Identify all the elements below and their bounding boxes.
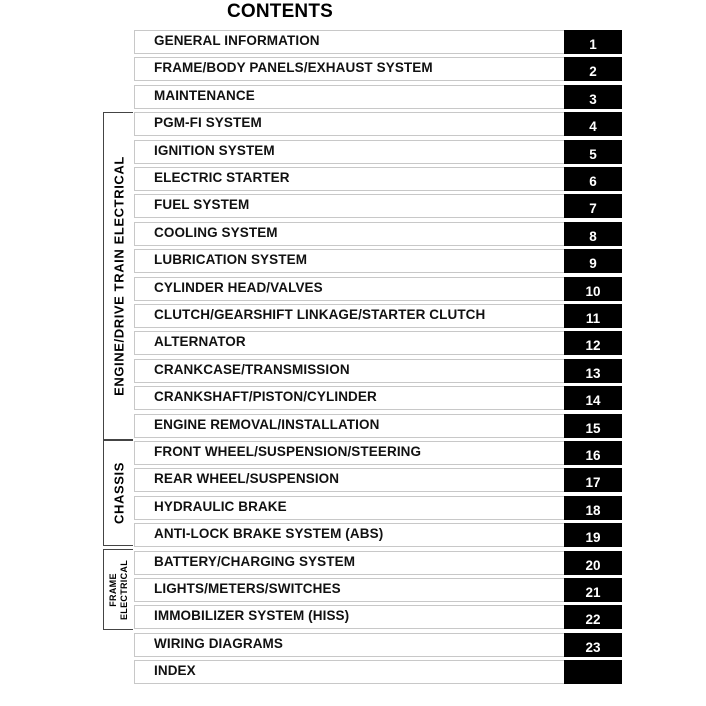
section-label-electrical: ELECTRICAL bbox=[118, 559, 129, 620]
section-title[interactable]: IMMOBILIZER SYSTEM (HISS) bbox=[154, 608, 350, 623]
contents-row[interactable] bbox=[134, 304, 622, 328]
section-title[interactable]: COOLING SYSTEM bbox=[154, 225, 278, 240]
section-title[interactable]: MAINTENANCE bbox=[154, 88, 255, 103]
contents-row[interactable] bbox=[134, 331, 622, 355]
contents-row[interactable] bbox=[134, 468, 622, 492]
section-number-tab[interactable]: 15 bbox=[564, 414, 622, 438]
contents-row[interactable] bbox=[134, 140, 622, 164]
section-title[interactable]: LUBRICATION SYSTEM bbox=[154, 252, 308, 267]
section-number-tab[interactable]: 7 bbox=[564, 194, 622, 218]
section-number-tab[interactable]: 20 bbox=[564, 551, 622, 575]
contents-row[interactable] bbox=[134, 386, 622, 410]
row-cell bbox=[134, 359, 564, 383]
contents-row[interactable] bbox=[134, 496, 622, 520]
row-cell bbox=[134, 331, 564, 355]
row-cell bbox=[134, 496, 564, 520]
contents-row[interactable] bbox=[134, 194, 622, 218]
section-title[interactable]: IGNITION SYSTEM bbox=[154, 143, 275, 158]
section-title[interactable]: ELECTRIC STARTER bbox=[154, 170, 290, 185]
row-cell bbox=[134, 578, 564, 602]
section-title[interactable]: HYDRAULIC BRAKE bbox=[154, 499, 287, 514]
section-number-tab[interactable]: 3 bbox=[564, 85, 622, 109]
section-title[interactable]: BATTERY/CHARGING SYSTEM bbox=[154, 554, 356, 569]
section-title[interactable]: FUEL SYSTEM bbox=[154, 197, 250, 212]
section-number-tab[interactable] bbox=[564, 660, 622, 684]
row-cell bbox=[134, 441, 564, 465]
row-cell bbox=[134, 660, 564, 684]
row-cell bbox=[134, 167, 564, 191]
section-number-tab[interactable]: 4 bbox=[564, 112, 622, 136]
row-cell bbox=[134, 277, 564, 301]
row-cell bbox=[134, 249, 564, 273]
row-cell bbox=[134, 468, 564, 492]
section-label-chassis: CHASSIS bbox=[111, 462, 126, 524]
section-number-tab[interactable]: 23 bbox=[564, 633, 622, 657]
contents-row[interactable] bbox=[134, 414, 622, 438]
section-title[interactable]: CLUTCH/GEARSHIFT LINKAGE/STARTER CLUTCH bbox=[154, 307, 486, 322]
section-title[interactable]: CYLINDER HEAD/VALVES bbox=[154, 280, 323, 295]
row-cell bbox=[134, 140, 564, 164]
section-title[interactable]: INDEX bbox=[154, 663, 196, 678]
contents-row[interactable] bbox=[134, 523, 622, 547]
contents-row[interactable] bbox=[134, 277, 622, 301]
section-title[interactable]: LIGHTS/METERS/SWITCHES bbox=[154, 581, 341, 596]
section-number-tab[interactable]: 2 bbox=[564, 57, 622, 81]
section-title[interactable]: WIRING DIAGRAMS bbox=[154, 636, 283, 651]
section-number-tab[interactable]: 13 bbox=[564, 359, 622, 383]
row-cell bbox=[134, 605, 564, 629]
contents-row[interactable] bbox=[134, 605, 622, 629]
row-cell bbox=[134, 304, 564, 328]
section-label-engine-drive-train-electrical: ENGINE/DRIVE TRAIN ELECTRICAL bbox=[111, 156, 126, 396]
section-title[interactable]: ALTERNATOR bbox=[154, 334, 246, 349]
section-number-tab[interactable]: 12 bbox=[564, 331, 622, 355]
row-cell bbox=[134, 523, 564, 547]
section-number-tab[interactable]: 18 bbox=[564, 496, 622, 520]
row-cell bbox=[134, 386, 564, 410]
section-label-frame: FRAME bbox=[107, 572, 118, 607]
row-cell bbox=[134, 633, 564, 657]
contents-row[interactable] bbox=[134, 30, 622, 54]
section-number-tab[interactable]: 16 bbox=[564, 441, 622, 465]
contents-row[interactable] bbox=[134, 441, 622, 465]
row-cell bbox=[134, 112, 564, 136]
section-number-tab[interactable]: 5 bbox=[564, 140, 622, 164]
row-cell bbox=[134, 194, 564, 218]
section-number-tab[interactable]: 14 bbox=[564, 386, 622, 410]
section-title[interactable]: FRAME/BODY PANELS/EXHAUST SYSTEM bbox=[154, 60, 433, 75]
contents-row[interactable] bbox=[134, 167, 622, 191]
page-title: CONTENTS bbox=[226, 1, 334, 22]
section-title[interactable]: ANTI-LOCK BRAKE SYSTEM (ABS) bbox=[154, 526, 384, 541]
row-cell bbox=[134, 414, 564, 438]
row-cell bbox=[134, 30, 564, 54]
row-cell bbox=[134, 57, 564, 81]
section-title[interactable]: FRONT WHEEL/SUSPENSION/STEERING bbox=[154, 444, 422, 459]
contents-row[interactable] bbox=[134, 222, 622, 246]
section-number-tab[interactable]: 6 bbox=[564, 167, 622, 191]
section-number-tab[interactable]: 11 bbox=[564, 304, 622, 328]
section-title[interactable]: PGM-FI SYSTEM bbox=[154, 115, 262, 130]
section-title[interactable]: CRANKCASE/TRANSMISSION bbox=[154, 362, 350, 377]
contents-row[interactable] bbox=[134, 249, 622, 273]
section-number-tab[interactable]: 21 bbox=[564, 578, 622, 602]
contents-row[interactable] bbox=[134, 551, 622, 575]
contents-row[interactable] bbox=[134, 57, 622, 81]
section-title[interactable]: REAR WHEEL/SUSPENSION bbox=[154, 471, 340, 486]
section-number-tab[interactable]: 17 bbox=[564, 468, 622, 492]
section-number-tab[interactable]: 1 bbox=[564, 30, 622, 54]
section-title[interactable]: GENERAL INFORMATION bbox=[154, 33, 320, 48]
section-number-tab[interactable]: 9 bbox=[564, 249, 622, 273]
section-number-tab[interactable]: 19 bbox=[564, 523, 622, 547]
section-number-tab[interactable]: 22 bbox=[564, 605, 622, 629]
section-title[interactable]: CRANKSHAFT/PISTON/CYLINDER bbox=[154, 389, 377, 404]
section-number-tab[interactable]: 8 bbox=[564, 222, 622, 246]
section-title[interactable]: ENGINE REMOVAL/INSTALLATION bbox=[154, 417, 380, 432]
contents-row[interactable] bbox=[134, 112, 622, 136]
contents-row[interactable] bbox=[134, 359, 622, 383]
section-number-tab[interactable]: 10 bbox=[564, 277, 622, 301]
contents-row[interactable] bbox=[134, 660, 622, 684]
contents-row[interactable] bbox=[134, 85, 622, 109]
contents-row[interactable] bbox=[134, 633, 622, 657]
row-cell bbox=[134, 85, 564, 109]
contents-row[interactable] bbox=[134, 578, 622, 602]
row-cell bbox=[134, 222, 564, 246]
row-cell bbox=[134, 551, 564, 575]
